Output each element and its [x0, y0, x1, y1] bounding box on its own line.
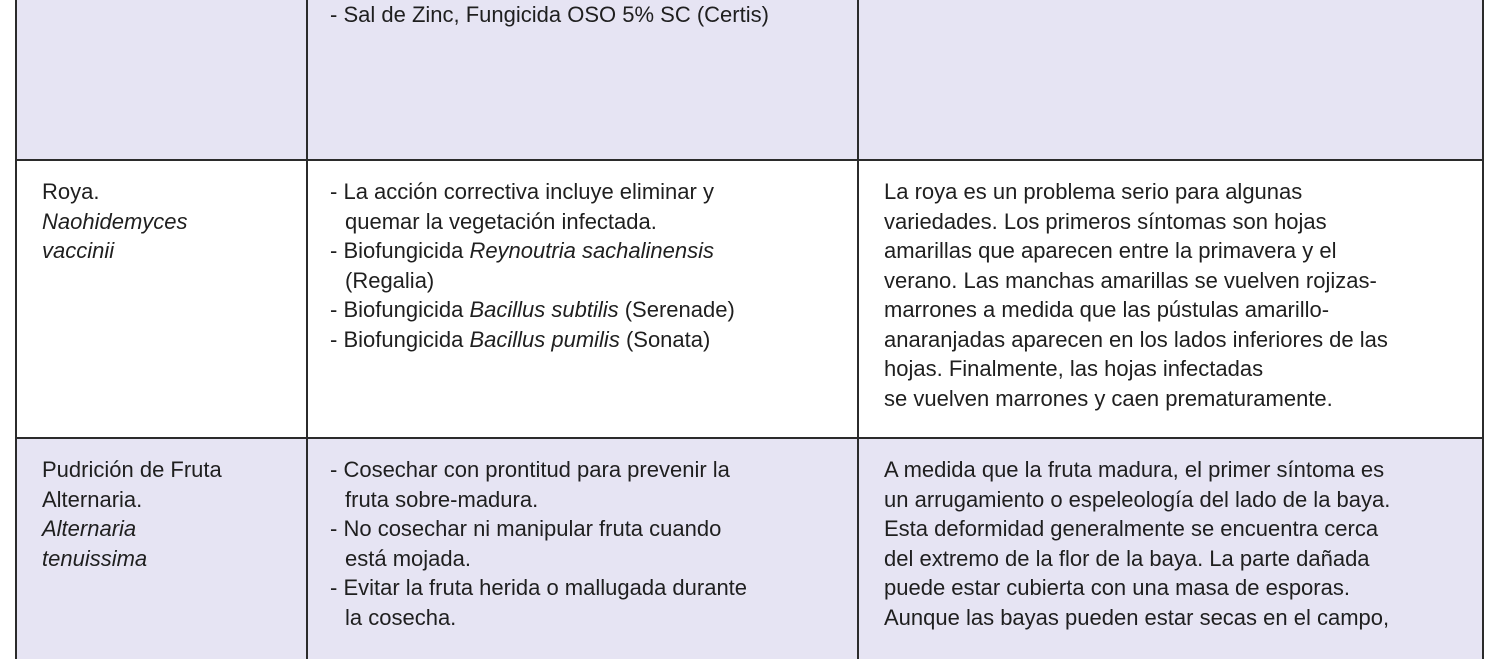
disease-scientific-name: tenuissima [42, 545, 148, 571]
description-cell [859, 439, 1482, 659]
control-cell [308, 0, 859, 159]
description-line: marrones a medida que las pústulas amarillo- [884, 297, 1330, 322]
control-cell [308, 161, 859, 437]
description-cell [859, 161, 1482, 437]
description-line: hojas. Finalmente, las hojas infectadas [884, 356, 1264, 381]
table-row [17, 0, 1482, 161]
control-line: - Sal de Zinc, Fungicida OSO 5% SC (Certis) [330, 1, 769, 27]
disease-name-cell [17, 161, 308, 437]
disease-common-name: Roya. [42, 179, 100, 204]
description-line: amarillas que aparecen entre la primavera y el [884, 238, 1337, 263]
disease-common-name: Alternaria. [42, 486, 143, 512]
table-row [17, 161, 1482, 439]
description-cell [859, 0, 1482, 159]
description-line: puede estar cubierta con una masa de esporas. [884, 575, 1350, 600]
description-line: un arrugamiento o espeleología del lado de la baya. [884, 486, 1391, 512]
control-line: - Cosechar con prontitud para prevenir la [330, 457, 730, 482]
control-line: - Biofungicida Bacillus pumilis (Sonata) [330, 326, 711, 352]
control-line: - La acción correctiva incluye eliminar y [330, 179, 714, 204]
control-line: está mojada. [345, 545, 471, 571]
disease-scientific-name: Alternaria [42, 516, 137, 541]
table-row [17, 439, 1482, 659]
control-line: (Regalia) [345, 267, 435, 293]
description-line: Aunque las bayas pueden estar secas en el campo, [884, 604, 1390, 630]
control-line: - No cosechar ni manipular fruta cuando [330, 516, 722, 541]
disease-scientific-name: Naohidemyces [42, 208, 188, 234]
disease-common-name: Pudrición de Fruta [42, 457, 222, 482]
disease-scientific-name: vaccinii [42, 238, 115, 263]
control-line: fruta sobre-madura. [345, 486, 539, 512]
description-line: verano. Las manchas amarillas se vuelven rojizas- [884, 267, 1377, 293]
control-cell [308, 439, 859, 659]
description-line: A medida que la fruta madura, el primer síntoma es [884, 457, 1385, 482]
control-line: - Biofungicida Reynoutria sachalinensis [330, 238, 715, 263]
description-line: anaranjadas aparecen en los lados inferiores de las [884, 326, 1388, 352]
description-line: del extremo de la flor de la baya. La parte dañada [884, 545, 1370, 571]
control-line: quemar la vegetación infectada. [345, 208, 657, 234]
control-line: - Biofungicida Bacillus subtilis (Serenade) [330, 297, 735, 322]
disease-name-cell [17, 439, 308, 659]
description-line: La roya es un problema serio para algunas [884, 179, 1303, 204]
disease-table [15, 0, 1484, 659]
control-line: - Evitar la fruta herida o mallugada durante [330, 575, 748, 600]
control-line: la cosecha. [345, 604, 457, 630]
description-line: variedades. Los primeros síntomas son hojas [884, 208, 1327, 234]
description-line: Esta deformidad generalmente se encuentra cerca [884, 516, 1379, 541]
disease-name-cell [17, 0, 308, 159]
description-line: se vuelven marrones y caen prematuramente. [884, 385, 1333, 411]
